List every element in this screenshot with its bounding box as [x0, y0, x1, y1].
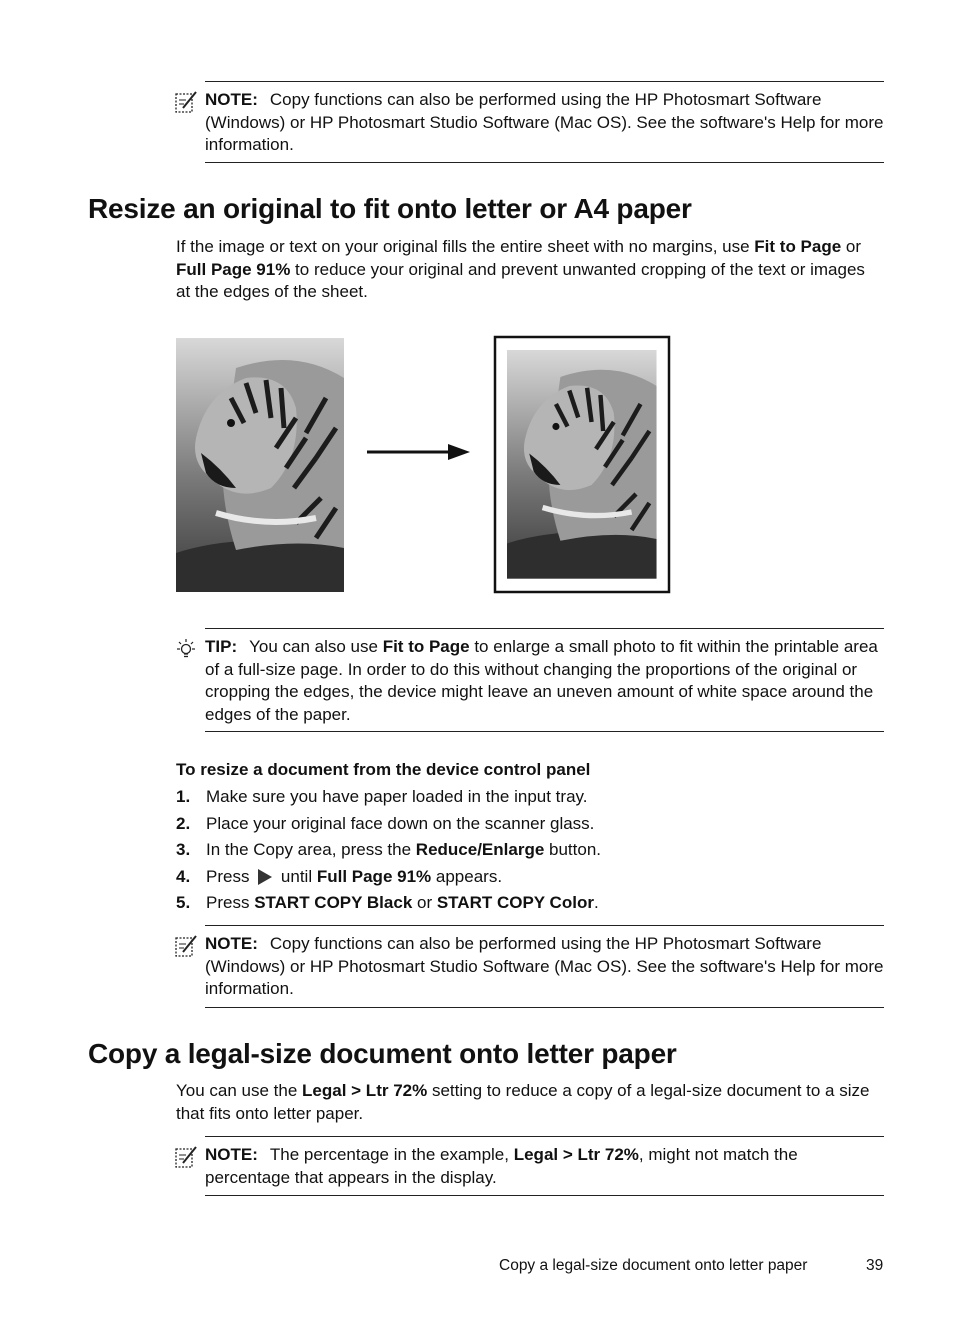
procedure-steps — [176, 786, 876, 919]
procedure-title: To resize a document from the device control panel — [176, 760, 591, 779]
note-box — [205, 925, 884, 1008]
section-heading: Resize an original to fit onto letter or A4 paper — [88, 193, 692, 224]
note-text: NOTE: Copy functions can also be performed using the HP Photosmart Software (Windows) or HP Photosmart Studio Software (Mac OS). See the software's Help for more information. — [205, 90, 884, 154]
list-item: 4. Press until Full Page 91% appears. — [176, 866, 503, 886]
list-item: 5. Press START COPY Black or START COPY Color. — [176, 893, 599, 912]
note-icon — [174, 934, 198, 958]
note-box — [205, 81, 884, 163]
note-icon — [174, 90, 198, 114]
list-item: 2. Place your original face down on the scanner glass. — [176, 813, 595, 833]
note-icon — [174, 1145, 198, 1169]
resize-illustration — [170, 330, 680, 600]
list-item: 3. In the Copy area, press the Reduce/Enlarge button. — [176, 840, 602, 859]
tip-box — [205, 628, 884, 732]
section-heading: Copy a legal-size document onto letter paper — [88, 1038, 677, 1069]
original-photo — [176, 338, 344, 592]
page-number: 39 — [866, 1257, 884, 1274]
note-text: NOTE: The percentage in the example, Legal > Ltr 72%, might not match the percentage that appears in the display. — [205, 1145, 798, 1187]
footer-title: Copy a legal-size document onto letter paper — [499, 1257, 808, 1274]
section-intro: If the image or text on your original fills the entire sheet with no margins, use Fit to Page or Full Page 91% to reduce your original and prevent unwanted cropping of the text or images at the edges of the sheet. — [176, 237, 865, 301]
right-arrow-icon — [258, 869, 272, 885]
list-item: 1. Make sure you have paper loaded in the input tray. — [176, 787, 588, 806]
lightbulb-icon — [174, 638, 198, 662]
resized-photo — [507, 350, 657, 579]
note-box — [205, 1136, 884, 1196]
arrow-head — [448, 444, 470, 460]
tip-text: TIP: You can also use Fit to Page to enlarge a small photo to fit within the printable area of a full-size page. In order to do this without changing the proportions of the original or cropping the edges, the device might leave an uneven amount of white space around the edges of the paper. — [205, 637, 878, 724]
section-intro: You can use the Legal > Ltr 72% setting to reduce a copy of a legal-size document to a size that fits onto letter paper. — [176, 1081, 870, 1123]
note-text: NOTE: Copy functions can also be performed using the HP Photosmart Software (Windows) or HP Photosmart Studio Software (Mac OS). See the software's Help for more information. — [205, 934, 884, 998]
